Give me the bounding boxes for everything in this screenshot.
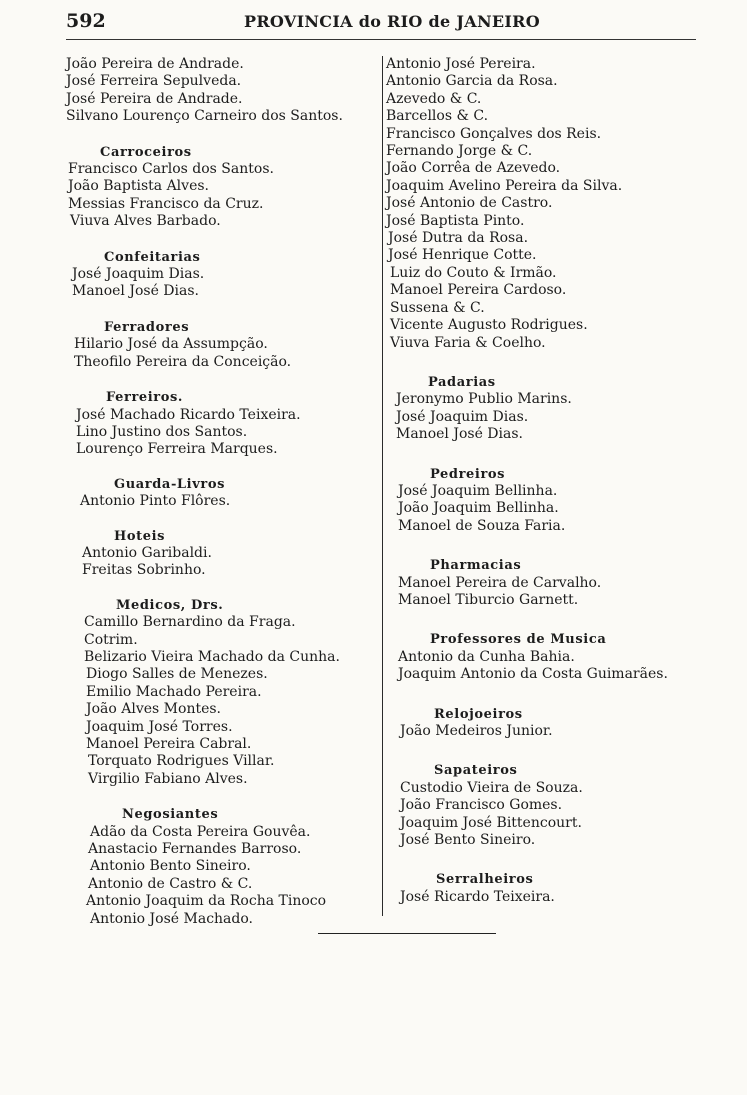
directory-entry: Lino Justino dos Santos. (76, 423, 248, 440)
section (66, 56, 384, 126)
directory-entry: Belizario Vieira Machado da Cunha. (84, 648, 340, 665)
directory-entry: Viuva Faria & Coelho. (390, 334, 546, 351)
section (66, 597, 384, 788)
directory-entry: Sussena & C. (390, 299, 485, 316)
section-heading: Confeitarias (104, 249, 201, 265)
directory-entry: Antonio Joaquim da Rocha Tinoco (86, 893, 327, 910)
section (386, 762, 731, 849)
section-heading: Serralheiros (436, 872, 534, 888)
section (66, 389, 384, 459)
directory-entry: Manoel Tiburcio Garnett. (398, 591, 579, 608)
directory-entry: João Alves Montes. (86, 701, 222, 718)
directory-entry: Antonio de Castro & C. (88, 875, 253, 892)
directory-entry: Manoel Pereira Cardoso. (390, 282, 567, 299)
directory-entry: Joaquim José Torres. (86, 718, 233, 735)
bottom-rule (318, 933, 496, 934)
directory-entry: Francisco Carlos dos Santos. (68, 161, 274, 178)
directory-entry: Antonio José Pereira. (386, 56, 536, 72)
section-heading: Negosiantes (122, 807, 219, 823)
directory-entry: Antonio Bento Sineiro. (90, 858, 251, 875)
directory-entry: Hilario José da Assumpção. (74, 336, 268, 353)
section (386, 706, 731, 741)
directory-entry: Joaquim José Bittencourt. (400, 814, 582, 831)
section-heading: Guarda-Livros (114, 476, 226, 492)
section (386, 466, 731, 536)
section (386, 374, 731, 444)
directory-entry: Torquato Rodrigues Villar. (88, 753, 275, 770)
directory-entry: Manoel José Dias. (396, 426, 523, 443)
directory-entry: João Francisco Gomes. (400, 797, 563, 814)
header-rule (66, 39, 696, 40)
directory-entry: José Joaquim Dias. (396, 408, 529, 425)
section (66, 806, 384, 928)
directory-entry: José Joaquim Bellinha. (398, 482, 558, 499)
section-heading: Ferreiros. (106, 390, 184, 406)
section-heading: Professores de Musica (430, 632, 607, 648)
section-heading: Medicos, Drs. (116, 597, 224, 613)
directory-entry: Freitas Sobrinho. (82, 562, 206, 579)
directory-entry: José Ferreira Sepulveda. (66, 73, 242, 90)
directory-entry: Lourenço Ferreira Marques. (76, 441, 278, 458)
directory-entry: Manoel Pereira Cabral. (86, 736, 252, 752)
directory-entry: Manoel Pereira de Carvalho. (398, 574, 602, 591)
section (66, 319, 384, 371)
section-heading: Pedreiros (430, 466, 506, 482)
directory-entry: Vicente Augusto Rodrigues. (390, 317, 588, 334)
directory-entry: Viuva Alves Barbado. (70, 213, 221, 230)
directory-entry: Antonio Pinto Flôres. (80, 493, 231, 510)
page-number: 592 (66, 10, 106, 32)
section-heading: Hoteis (114, 528, 166, 544)
directory-entry: Manoel José Dias. (72, 283, 199, 300)
section (66, 144, 384, 231)
directory-entry: Luiz do Couto & Irmão. (390, 264, 557, 281)
directory-entry: Antonio da Cunha Bahia. (398, 648, 575, 665)
section-heading: Carroceiros (100, 144, 192, 160)
directory-entry: Francisco Gonçalves dos Reis. (386, 125, 602, 142)
directory-entry: José Dutra da Rosa. (388, 230, 529, 247)
section (66, 249, 384, 301)
running-head: PROVINCIA do RIO de JANEIRO (244, 12, 540, 31)
directory-entry: Barcellos & C. (386, 108, 489, 125)
section (386, 56, 731, 352)
right-column (386, 56, 731, 906)
directory-entry: Silvano Lourenço Carneiro dos Santos. (66, 108, 343, 125)
directory-entry: Antonio José Machado. (90, 910, 253, 927)
directory-entry: Custodio Vieira de Souza. (400, 779, 583, 796)
directory-entry: Azevedo & C. (386, 90, 482, 107)
directory-entry: João Baptista Alves. (68, 178, 209, 195)
directory-entry: João Corrêa de Azevedo. (386, 160, 561, 177)
directory-entry: Joaquim Antonio da Costa Guimarães. (398, 666, 668, 683)
directory-entry: José Pereira de Andrade. (66, 90, 243, 107)
directory-entry: Messias Francisco da Cruz. (68, 195, 264, 212)
directory-entry: Antonio Garibaldi. (82, 544, 212, 561)
directory-entry: José Ricardo Teixeira. (400, 888, 555, 905)
directory-entry: João Pereira de Andrade. (66, 56, 244, 72)
section (66, 528, 384, 580)
directory-entry: Theofilo Pereira da Conceição. (74, 353, 292, 370)
section (386, 871, 731, 906)
directory-entry: Virgilio Fabiano Alves. (88, 770, 248, 787)
directory-entry: João Joaquim Bellinha. (398, 500, 559, 517)
directory-entry: José Bento Sineiro. (400, 832, 536, 849)
directory-entry: Diogo Salles de Menezes. (86, 666, 268, 683)
directory-entry: Fernando Jorge & C. (386, 143, 533, 160)
directory-entry: José Joaquim Dias. (72, 266, 205, 283)
directory-entry: Jeronymo Publio Marins. (396, 391, 572, 408)
section-heading: Padarias (428, 374, 496, 390)
directory-entry: José Henrique Cotte. (388, 247, 537, 264)
directory-entry: João Medeiros Junior. (400, 723, 553, 739)
directory-entry: Emilio Machado Pereira. (86, 683, 262, 700)
directory-entry: José Baptista Pinto. (386, 212, 525, 229)
directory-entry: Antonio Garcia da Rosa. (386, 73, 558, 90)
left-column (66, 56, 384, 928)
section (386, 557, 731, 609)
directory-entry: Adão da Costa Pereira Gouvêa. (90, 823, 311, 840)
directory-entry: José Machado Ricardo Teixeira. (76, 406, 301, 423)
directory-entry: Manoel de Souza Faria. (398, 517, 566, 534)
directory-entry: Cotrim. (84, 631, 138, 648)
section (386, 631, 731, 683)
section-heading: Relojoeiros (434, 706, 523, 722)
section-heading: Ferradores (104, 319, 190, 335)
directory-entry: José Antonio de Castro. (386, 195, 553, 212)
directory-entry: Joaquim Avelino Pereira da Silva. (386, 177, 623, 194)
directory-entry: Camillo Bernardino da Fraga. (84, 614, 296, 631)
section (66, 476, 384, 511)
section-heading: Sapateiros (434, 763, 518, 779)
section-heading: Pharmacias (430, 558, 522, 574)
directory-entry: Anastacio Fernandes Barroso. (88, 841, 302, 858)
